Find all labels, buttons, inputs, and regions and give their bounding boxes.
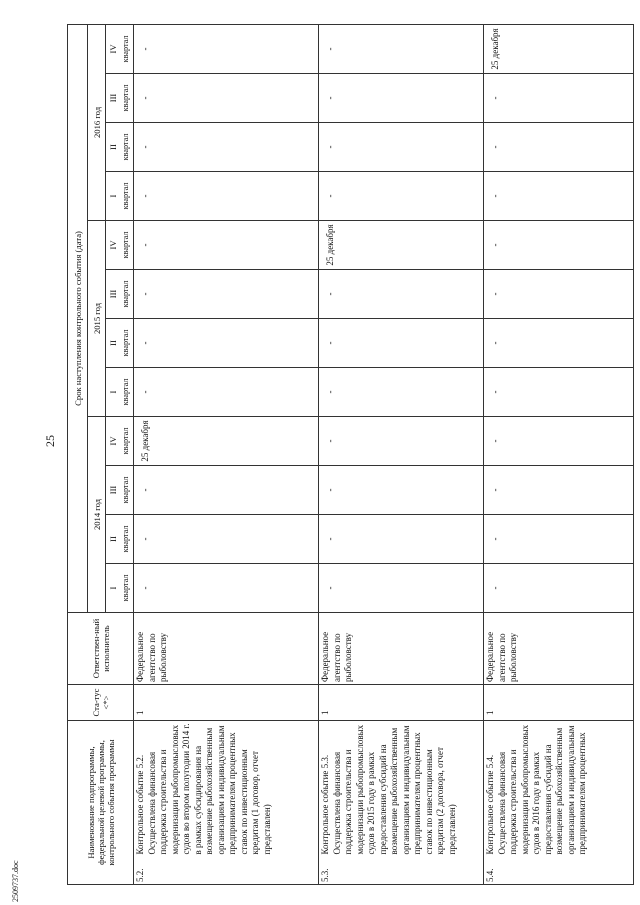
row-event-name: Контрольное событие 5.3. Осуществлена финансовая поддержка строительства и модернизации рыбопромысловых судов в 2015 году в рамках предоставления субсидий на возмещение рыбохозяйственным организациям и индивидуальным предпринимателям процентных ставок по инвестиционным кредитам (2 договора, отчет представлен) (319, 721, 484, 859)
row-quarter-value (319, 319, 484, 368)
header-quarter-number: IV (106, 221, 120, 270)
quarter-date-text: - (325, 537, 335, 541)
row-quarter-value (134, 466, 319, 515)
rotated-table-container (67, 25, 627, 885)
row-quarter-value (484, 123, 634, 172)
quarter-date-text: - (140, 47, 150, 51)
quarter-date-text: - (490, 586, 500, 590)
row-quarter-value (319, 172, 484, 221)
header-quarter-word: квартал (120, 368, 134, 417)
table-row (484, 24, 634, 884)
quarter-date-text: - (140, 194, 150, 198)
row-quarter-value (319, 417, 484, 466)
row-quarter-value (319, 466, 484, 515)
row-quarter-value (134, 221, 319, 270)
row-status: 1 (319, 685, 484, 721)
quarter-date-text: 25 декабря (140, 420, 150, 462)
header-quarter-number: III (106, 74, 120, 123)
row-quarter-value (484, 270, 634, 319)
quarter-date-text: - (140, 586, 150, 590)
quarter-date-text: - (325, 292, 335, 296)
row-quarter-value (134, 123, 319, 172)
header-quarter-word: квартал (120, 466, 134, 515)
row-quarter-value (484, 24, 634, 73)
row-quarter-value (134, 319, 319, 368)
quarter-date-text: - (140, 488, 150, 492)
quarter-date-text: - (490, 292, 500, 296)
row-quarter-value (134, 74, 319, 123)
row-quarter-value (319, 221, 484, 270)
row-index: 5.2. (134, 859, 319, 885)
quarter-date-text: - (325, 439, 335, 443)
quarter-date-text: - (490, 488, 500, 492)
row-quarter-value (134, 515, 319, 564)
header-quarter-number: IV (106, 417, 120, 466)
header-quarter-word: квартал (120, 417, 134, 466)
quarter-date-text: - (490, 537, 500, 541)
header-quarter-word: квартал (120, 515, 134, 564)
row-quarter-value (484, 221, 634, 270)
quarter-date-text: - (490, 439, 500, 443)
quarter-date-text: - (140, 341, 150, 345)
header-quarter-word: квартал (120, 270, 134, 319)
quarter-date-text: - (490, 145, 500, 149)
row-quarter-value (484, 564, 634, 613)
quarter-date-text: - (140, 145, 150, 149)
row-responsible: Федеральное агентство по рыболовству (134, 613, 319, 685)
row-quarter-value (134, 417, 319, 466)
row-event-name: Контрольное событие 5.2. Осуществлена финансовая поддержка строительства и модернизации рыбопромысловых судов во втором полугодии 2014 г. в рамках субсидирования на возмещение рыбохозяйственным организациям и индивидуальным предпринимателям процентных ставок по инвестиционным кредитам (1 договор, отчет представлен) (134, 721, 319, 859)
row-quarter-value (484, 74, 634, 123)
row-quarter-value (319, 515, 484, 564)
header-responsible-column: Ответствен-ный исполнитель (68, 613, 134, 685)
row-quarter-value (484, 417, 634, 466)
header-year: 2014 год (88, 417, 106, 613)
quarter-date-text: - (140, 243, 150, 247)
quarter-date-text: - (140, 537, 150, 541)
quarter-date-text: - (490, 341, 500, 345)
header-quarter-word: квартал (120, 319, 134, 368)
header-deadline: Срок наступления контрольного события (дата) (68, 24, 88, 612)
quarter-date-text: - (325, 488, 335, 492)
row-responsible: Федеральное агентство по рыболовству (484, 613, 634, 685)
table-row (319, 24, 484, 884)
row-quarter-value (319, 270, 484, 319)
header-quarter-number: III (106, 270, 120, 319)
header-quarter-number: II (106, 123, 120, 172)
row-responsible: Федеральное агентство по рыболовству (319, 613, 484, 685)
row-quarter-value (319, 123, 484, 172)
row-quarter-value (134, 172, 319, 221)
row-quarter-value (134, 24, 319, 73)
quarter-date-text: - (140, 96, 150, 100)
row-quarter-value (484, 368, 634, 417)
header-quarter-word: квартал (120, 74, 134, 123)
header-quarter-number: II (106, 319, 120, 368)
quarter-date-text: 25 декабря (490, 28, 500, 70)
header-name-column: Наименование подпрограммы, федеральной целевой программы, контрольного события программы (68, 721, 134, 885)
quarter-date-text: - (490, 194, 500, 198)
header-quarter-number: I (106, 172, 120, 221)
row-quarter-value (484, 172, 634, 221)
row-quarter-value (484, 515, 634, 564)
row-status: 1 (484, 685, 634, 721)
row-quarter-value (134, 368, 319, 417)
row-status: 1 (134, 685, 319, 721)
quarter-date-text: - (325, 194, 335, 198)
header-quarter-word: квартал (120, 172, 134, 221)
table-row (134, 24, 319, 884)
quarter-date-text: - (490, 390, 500, 394)
header-quarter-word: квартал (120, 123, 134, 172)
quarter-date-text: - (325, 390, 335, 394)
quarter-date-text: - (490, 243, 500, 247)
header-quarter-number: II (106, 515, 120, 564)
page-number: 25 (43, 435, 57, 447)
quarter-date-text: - (325, 341, 335, 345)
quarter-date-text: - (490, 96, 500, 100)
quarter-date-text: - (325, 586, 335, 590)
row-quarter-value (319, 564, 484, 613)
header-year: 2015 год (88, 221, 106, 417)
row-quarter-value (134, 564, 319, 613)
row-quarter-value (134, 270, 319, 319)
quarter-date-text: - (325, 145, 335, 149)
row-index: 5.3. (319, 859, 484, 885)
header-quarter-word: квартал (120, 564, 134, 613)
control-events-table (67, 24, 634, 885)
row-quarter-value (319, 74, 484, 123)
quarter-date-text: 25 декабря (325, 224, 335, 266)
row-quarter-value (319, 24, 484, 73)
header-quarter-word: квартал (120, 24, 134, 73)
quarter-date-text: - (140, 390, 150, 394)
header-quarter-number: I (106, 368, 120, 417)
quarter-date-text: - (325, 96, 335, 100)
row-index: 5.4. (484, 859, 634, 885)
row-event-name: Контрольное событие 5.4. Осуществлена финансовая поддержка строительства и модернизации рыбопромысловых судов в 2016 году в рамках предоставления субсидий на возмещение рыбохозяйственным организациям и индивидуальным предпринимателям процентных (484, 721, 634, 859)
header-status-column: Ста-тус <*> (68, 685, 134, 721)
row-quarter-value (319, 368, 484, 417)
row-quarter-value (484, 466, 634, 515)
header-quarter-word: квартал (120, 221, 134, 270)
header-year: 2016 год (88, 24, 106, 220)
quarter-date-text: - (140, 292, 150, 296)
header-quarter-number: III (106, 466, 120, 515)
quarter-date-text: - (325, 47, 335, 51)
footer-filename: 2509737.doc (11, 860, 20, 902)
header-quarter-number: IV (106, 24, 120, 73)
header-quarter-number: I (106, 564, 120, 613)
table-body (134, 24, 634, 884)
row-quarter-value (484, 319, 634, 368)
